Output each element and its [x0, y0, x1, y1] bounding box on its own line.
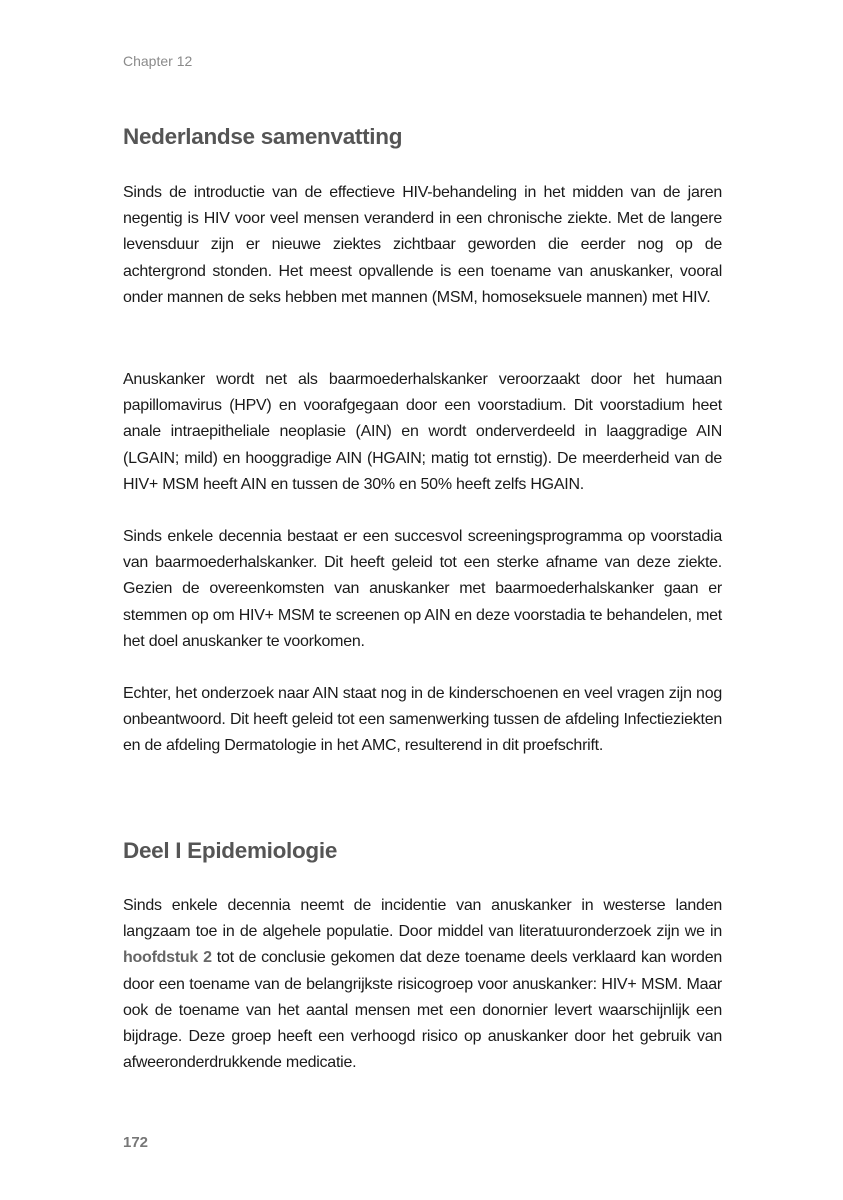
- paragraph: Echter, het onderzoek naar AIN staat nog in de kinderschoenen en veel vragen zijn nog onbeantwoord. Dit heeft geleid tot een samenwerking tussen de afdeling Infectieziekten en de afdeling Dermatologie in het AMC, resulterend in dit proefschrift.: [123, 685, 722, 755]
- paragraph-text: tot de conclusie gekomen dat deze toename deels verklaard kan worden door een toename van de belangrijkste risicogroep voor anuskanker: HIV+ MSM. Maar ook de toename van het aantal mensen met een donornier levert waarschijnlijk een bijdrage. Deze groep heeft een verhoogd risico op anuskanker door het gebruik van afweeronderdrukkende medicatie.: [123, 949, 722, 1072]
- section-title: Deel I Epidemiologie: [123, 838, 338, 863]
- section-title: Nederlandse samenvatting: [123, 124, 403, 149]
- paragraph: Sinds de introductie van de effectieve HIV-behandeling in het midden van de jaren negentig is HIV voor veel mensen veranderd in een chronische ziekte. Met de langere levensduur zijn er nieuwe ziektes zichtbaar geworden die eerder nog op de achtergrond stonden. Het meest opvallende is een toename van anuskanker, vooral onder mannen de seks hebben met mannen (MSM, homoseksuele mannen) met HIV.: [123, 184, 722, 306]
- paragraph-text: Sinds enkele decennia neemt de incidentie van anuskanker in westerse landen langzaam toe in de algehele populatie. Door middel van literatuuronderzoek zijn we in: [123, 897, 722, 941]
- paragraph: Sinds enkele decennia bestaat er een succesvol screeningsprogramma op voorstadia van baarmoederhalskanker. Dit heeft geleid tot een sterke afname van deze ziekte. Gezien de overeenkomsten van anuskanker met baarmoederhalskanker gaan er stemmen op om HIV+ MSM te screenen op AIN en deze voorstadia te behandelen, met het doel anuskanker te voorkomen.: [123, 528, 722, 650]
- page-number: 172: [123, 1134, 149, 1151]
- paragraph: Anuskanker wordt net als baarmoederhalskanker veroorzaakt door het humaan papillomavirus (HPV) en voorafgegaan door een voorstadium. Dit voorstadium heet anale intraepitheliale neoplasie (AIN) en wordt onderverdeeld in laaggradige AIN (LGAIN; mild) en hooggradige AIN (HGAIN; matig tot ernstig). De meerderheid van de HIV+ MSM heeft AIN en tussen de 30% en 50% heeft zelfs HGAIN.: [123, 371, 722, 493]
- paragraph: [123, 893, 722, 1076]
- chapter-reference: hoofdstuk 2: [123, 949, 212, 967]
- running-header: Chapter 12: [123, 53, 193, 69]
